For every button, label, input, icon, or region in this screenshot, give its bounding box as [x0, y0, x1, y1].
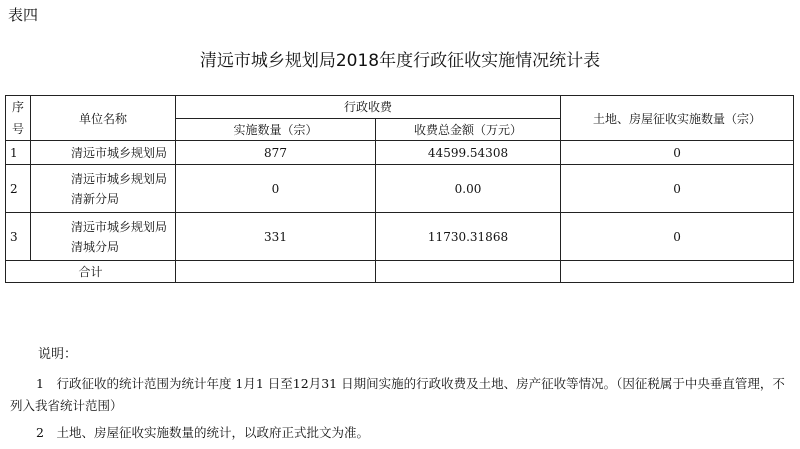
row-index: 1	[6, 141, 31, 165]
header-index	[6, 96, 31, 141]
note-item-1: 1 行政征收的统计范围为统计年度 1月1 日至12月31 日期间实施的行政收费及土地、房产征收等情况。（因征税属于中央垂直管理，不列入我省统计范围）	[10, 376, 785, 413]
header-admin-fee: 行政收费	[176, 96, 561, 119]
row-count: 331	[176, 213, 376, 261]
total-land	[561, 261, 794, 283]
table-row	[6, 213, 794, 261]
total-row	[6, 261, 794, 283]
header-index-text: 序号	[11, 100, 24, 136]
row-unit-line2: 清新分局	[71, 191, 120, 206]
row-land: 0	[561, 141, 794, 165]
document-title: 清远市城乡规划局2018年度行政征收实施情况统计表	[199, 51, 601, 71]
row-amount: 0.00	[376, 165, 561, 213]
row-unit-line2: 清城分局	[71, 239, 120, 254]
note-item-2: 2 土地、房屋征收实施数量的统计，以政府正式批文为准。	[36, 425, 369, 440]
row-count: 877	[176, 141, 376, 165]
row-unit	[31, 165, 176, 213]
row-index: 3	[6, 213, 31, 261]
table-row	[6, 165, 794, 213]
header-amount: 收费总金额（万元）	[376, 118, 561, 141]
total-label: 合计	[6, 261, 176, 283]
notes-title: 说明：	[38, 347, 78, 362]
row-land: 0	[561, 213, 794, 261]
row-unit	[31, 141, 176, 165]
statistics-table	[5, 95, 794, 283]
row-amount: 44599.54308	[376, 141, 561, 165]
header-land: 土地、房屋征收实施数量（宗）	[561, 96, 794, 141]
row-unit-line1: 清远市城乡规划局	[71, 145, 168, 160]
row-amount: 11730.31868	[376, 213, 561, 261]
row-unit	[31, 213, 176, 261]
row-land: 0	[561, 165, 794, 213]
table-row	[6, 141, 794, 165]
header-count: 实施数量（宗）	[176, 118, 376, 141]
header-unit: 单位名称	[31, 96, 176, 141]
total-amount	[376, 261, 561, 283]
row-count: 0	[176, 165, 376, 213]
row-unit-line1: 清远市城乡规划局	[71, 171, 168, 186]
total-count	[176, 261, 376, 283]
row-unit-line1: 清远市城乡规划局	[71, 219, 168, 234]
table-label: 表四	[8, 6, 39, 24]
row-index: 2	[6, 165, 31, 213]
